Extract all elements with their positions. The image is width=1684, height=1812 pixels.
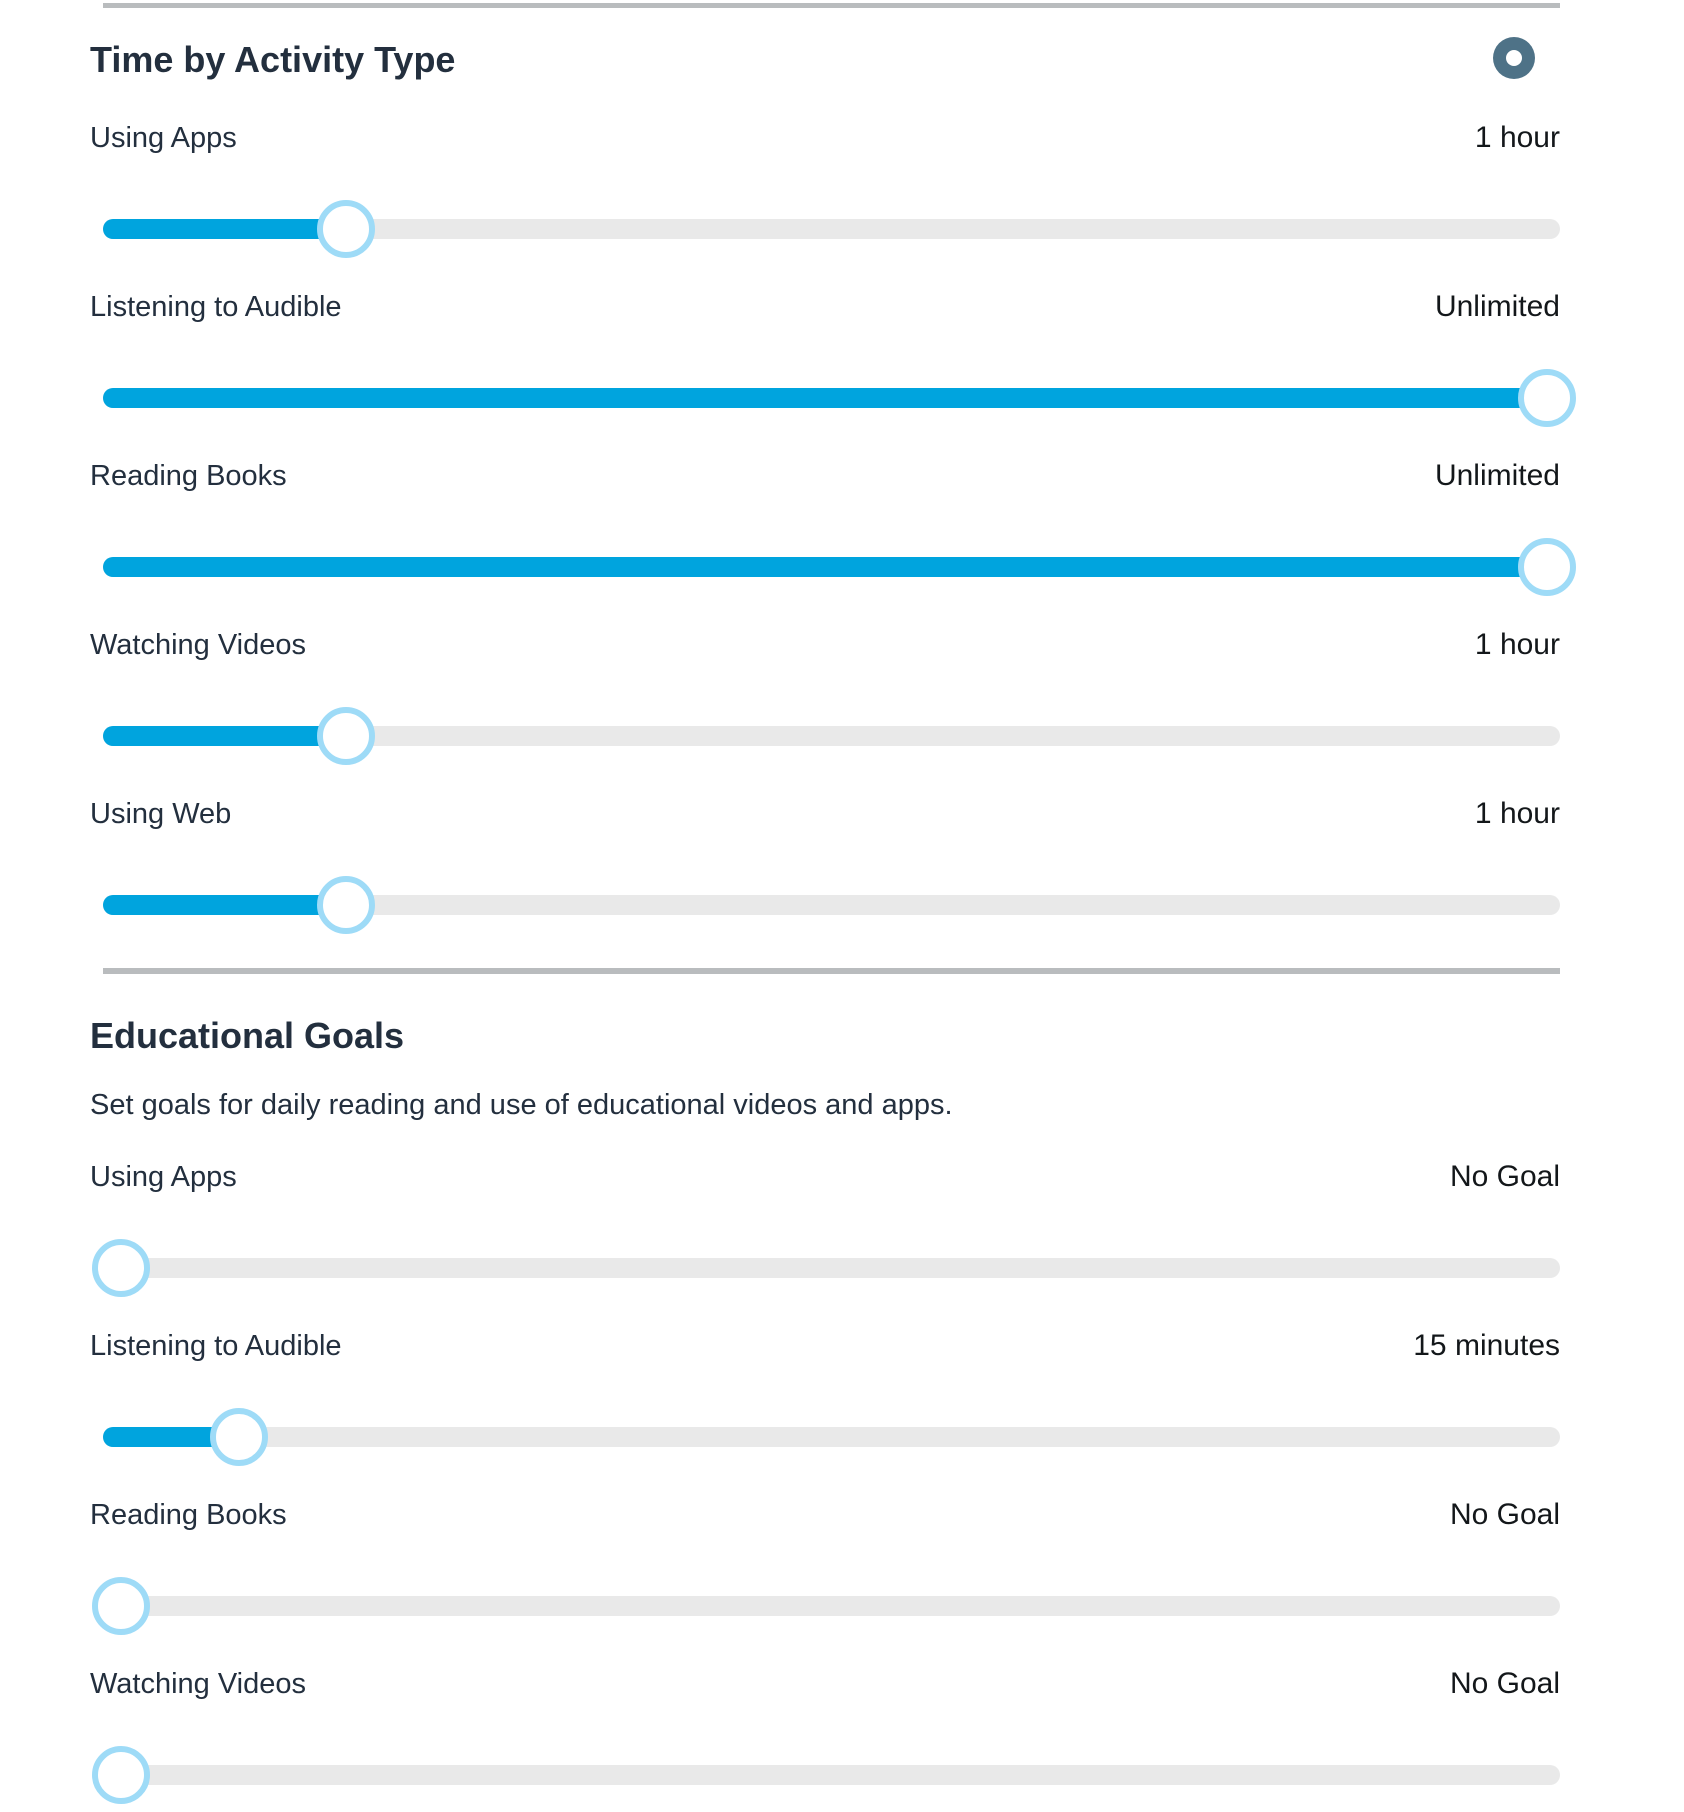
goal-row-watching-videos xyxy=(0,1665,1684,1812)
using-apps-time-slider[interactable] xyxy=(103,219,1560,239)
slider-fill xyxy=(103,388,1547,408)
row-label: Using Apps xyxy=(90,122,237,154)
slider-track[interactable] xyxy=(103,1427,1560,1447)
slider-thumb[interactable] xyxy=(1518,369,1576,427)
row-label: Reading Books xyxy=(90,1499,287,1531)
row-value: No Goal xyxy=(1449,1498,1560,1531)
row-value: 1 hour xyxy=(1474,797,1560,830)
listening-to-audible-goal-slider[interactable] xyxy=(103,1427,1560,1447)
slider-thumb[interactable] xyxy=(317,200,375,258)
row-value: Unlimited xyxy=(1434,459,1560,492)
reading-books-time-slider[interactable] xyxy=(103,557,1560,577)
row-label: Reading Books xyxy=(90,460,287,492)
row-value: Unlimited xyxy=(1434,290,1560,323)
section-title-educational-goals: Educational Goals xyxy=(90,1015,405,1056)
goal-row-reading-books xyxy=(0,1496,1684,1656)
slider-thumb[interactable] xyxy=(317,707,375,765)
goal-row-using-apps xyxy=(0,1158,1684,1318)
row-value: No Goal xyxy=(1449,1160,1560,1193)
radio-hole xyxy=(1506,50,1522,66)
slider-thumb[interactable] xyxy=(1518,538,1576,596)
top-divider xyxy=(103,3,1560,8)
slider-thumb[interactable] xyxy=(92,1746,150,1804)
slider-thumb[interactable] xyxy=(92,1239,150,1297)
slider-fill xyxy=(103,726,346,746)
section-title-time-by-activity-type: Time by Activity Type xyxy=(90,39,456,80)
educational-goals-description: Set goals for daily reading and use of educational videos and apps. xyxy=(90,1089,953,1121)
slider-thumb[interactable] xyxy=(92,1577,150,1635)
row-value: No Goal xyxy=(1449,1667,1560,1700)
activity-row-using-web xyxy=(0,795,1684,955)
slider-track[interactable] xyxy=(103,1596,1560,1616)
activity-row-using-apps xyxy=(0,119,1684,279)
row-label: Using Apps xyxy=(90,1161,237,1193)
activity-row-watching-videos xyxy=(0,626,1684,786)
listening-to-audible-time-slider[interactable] xyxy=(103,388,1560,408)
slider-thumb[interactable] xyxy=(317,876,375,934)
row-label: Using Web xyxy=(90,798,232,830)
row-label: Watching Videos xyxy=(90,629,307,661)
row-value: 15 minutes xyxy=(1413,1329,1560,1362)
slider-fill xyxy=(103,219,346,239)
reading-books-goal-slider[interactable] xyxy=(103,1596,1560,1616)
using-web-time-slider[interactable] xyxy=(103,895,1560,915)
row-value: 1 hour xyxy=(1474,628,1560,661)
activity-row-reading-books xyxy=(0,457,1684,617)
using-apps-goal-slider[interactable] xyxy=(103,1258,1560,1278)
slider-thumb[interactable] xyxy=(210,1408,268,1466)
row-value: 1 hour xyxy=(1474,121,1560,154)
slider-fill xyxy=(103,557,1547,577)
slider-fill xyxy=(103,895,346,915)
watching-videos-time-slider[interactable] xyxy=(103,726,1560,746)
slider-track[interactable] xyxy=(103,1258,1560,1278)
goal-row-listening-to-audible xyxy=(0,1327,1684,1487)
row-label: Watching Videos xyxy=(90,1668,307,1700)
slider-track[interactable] xyxy=(103,1765,1560,1785)
radio-selected-icon[interactable] xyxy=(1493,37,1535,79)
row-label: Listening to Audible xyxy=(90,1330,342,1362)
watching-videos-goal-slider[interactable] xyxy=(103,1765,1560,1785)
row-label: Listening to Audible xyxy=(90,291,342,323)
section-divider xyxy=(103,968,1560,974)
activity-row-listening-to-audible xyxy=(0,288,1684,448)
